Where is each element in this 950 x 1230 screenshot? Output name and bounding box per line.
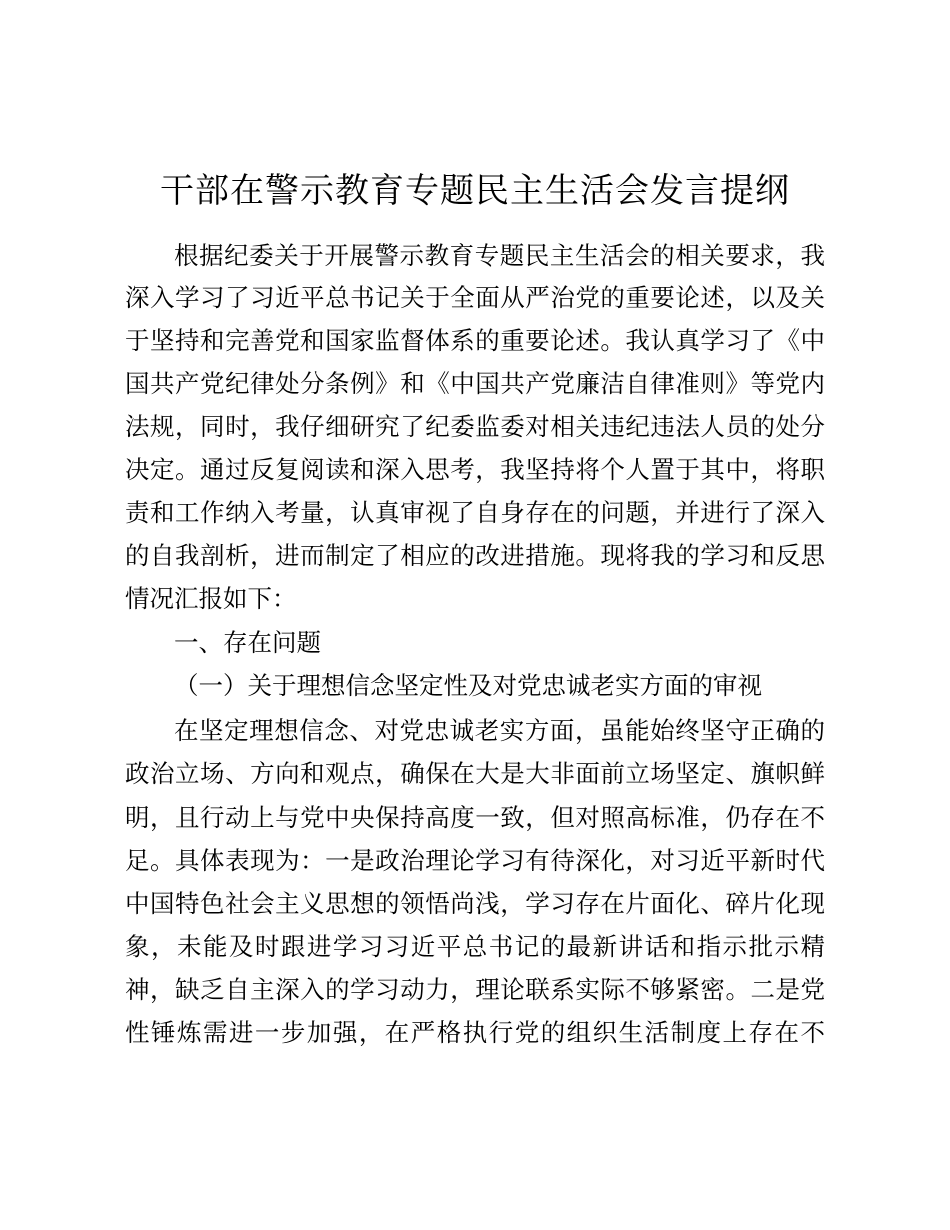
document-title: 干部在警示教育专题民主生活会发言提纲 xyxy=(160,171,790,211)
paragraph-line: 国共产党纪律处分条例》和《中国共产党廉洁自律准则》等党内 xyxy=(125,369,825,398)
paragraph-line: 政治立场、方向和观点，确保在大是大非面前立场坚定、旗帜鲜 xyxy=(125,759,825,788)
paragraph-line: 法规，同时，我仔细研究了纪委监委对相关违纪违法人员的处分 xyxy=(125,412,825,441)
paragraph-line: 根据纪委关于开展警示教育专题民主生活会的相关要求，我 xyxy=(174,241,825,270)
paragraph-line: 象，未能及时跟进学习习近平总书记的最新讲话和指示批示精 xyxy=(125,932,825,961)
section-heading: 一、存在问题 xyxy=(174,628,321,657)
paragraph-line: 深入学习了习近平总书记关于全面从严治党的重要论述，以及关 xyxy=(125,283,825,312)
paragraph-line: 神，缺乏自主深入的学习动力，理论联系实际不够紧密。二是党 xyxy=(125,975,825,1004)
paragraph-line: 情况汇报如下： xyxy=(125,584,297,613)
paragraph-line: 足。具体表现为：一是政治理论学习有待深化，对习近平新时代 xyxy=(125,846,825,875)
paragraph-line: 责和工作纳入考量，认真审视了自身存在的问题，并进行了深入 xyxy=(125,498,825,527)
paragraph-line: 明，且行动上与党中央保持高度一致，但对照高标准，仍存在不 xyxy=(125,803,825,832)
subsection-heading: （一）关于理想信念坚定性及对党忠诚老实方面的审视 xyxy=(174,671,762,700)
paragraph-line: 于坚持和完善党和国家监督体系的重要论述。我认真学习了《中 xyxy=(125,326,825,355)
paragraph-line: 在坚定理想信念、对党忠诚老实方面，虽能始终坚守正确的 xyxy=(174,716,825,745)
paragraph-line: 中国特色社会主义思想的领悟尚浅，学习存在片面化、碎片化现 xyxy=(125,889,825,918)
paragraph-line: 的自我剖析，进而制定了相应的改进措施。现将我的学习和反思 xyxy=(125,541,825,570)
paragraph-line: 性锤炼需进一步加强，在严格执行党的组织生活制度上存在不 xyxy=(125,1018,825,1047)
paragraph-line: 决定。通过反复阅读和深入思考，我坚持将个人置于其中，将职 xyxy=(125,455,825,484)
